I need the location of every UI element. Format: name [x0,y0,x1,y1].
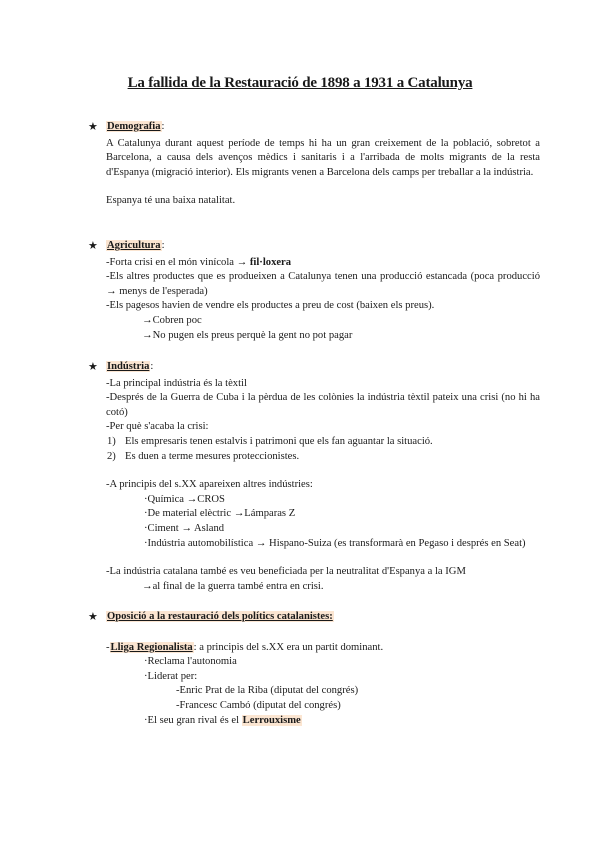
numbered-item: 1) Els empresaris tenen estalvis i patrimoni que els fan aguantar la situació. [107,435,433,447]
heading-industria: Indústria [107,361,150,372]
star-bullet-icon: ★ [88,361,98,373]
section-oposicio [88,610,540,728]
list-item: -Els altres productes que es produeixen a Catalunya tenen una producció estancada (poca producció → menys de l'esperada) [106,271,540,297]
section-industria [88,360,540,594]
list-item: -La principal indústria és la tèxtil [106,377,247,389]
heading-oposicio: Oposició a la restauració dels polítics catalanistes: [107,611,333,622]
list-item: -Els pagesos havien de vendre els productes a preu de cost (baixen els preus). [106,300,435,312]
list-item: -Després de la Guerra de Cuba i la pèrdua de les colònies la indústria tèxtil pateix una crisi (no hi ha cotó) [106,392,540,418]
list-item: ·Indústria automobilística → Hispano-Suiza (es transformarà en Pegaso i després en Seat) [144,537,526,549]
section-heading [88,610,540,625]
numbered-item: 2) Es duen a terme mesures proteccionistes. [107,450,300,462]
list-item: -Lliga Regionalista: a principis del s.XX era un partit dominant. [106,641,384,653]
list-item: -A principis del s.XX apareixen altres indústries: [106,479,313,491]
document-title: La fallida de la Restauració de 1898 a 1931 a Catalunya [127,75,473,91]
section-agricultura [88,239,540,343]
list-item: →al final de la guerra també entra en crisi. [142,580,324,592]
list-item: ·El seu gran rival és el Lerrouxisme [144,714,301,726]
list-item: ·De material elèctric →Lámparas Z [144,508,296,520]
section-heading: ★ Demografia: [88,121,165,133]
heading-demografia: Demografia [107,121,161,132]
list-item: →Cobren poc [142,314,202,326]
list-item: -Per què s'acaba la crisi: [106,421,209,433]
paragraph: Espanya té una baixa natalitat. [106,195,236,207]
list-item: ·Reclama l'autonomia [144,656,237,668]
star-bullet-icon: ★ [88,240,98,252]
list-item: -Francesc Cambó (diputat del congrés) [176,699,341,711]
list-item: -La indústria catalana també es veu beneficiada per la neutralitat d'Espanya a la IGM [106,566,466,578]
list-item: →No pugen els preus perquè la gent no pot pagar [142,329,353,341]
star-bullet-icon: ★ [88,611,98,623]
section-heading: ★ Agricultura: [88,240,165,252]
list-item: ·Química →CROS [144,493,225,505]
section-heading: ★ Indústria: [88,361,154,373]
section-demografia [88,120,540,209]
list-item: -Enric Prat de la Riba (diputat del congrés) [176,685,359,697]
star-bullet-icon: ★ [88,121,98,133]
list-item: ·Ciment → Asland [144,522,225,534]
paragraph: A Catalunya durant aquest període de temps hi ha un gran creixement de la població, sobretot a Barcelona, a causa dels avenços mèdics i sanitaris i a l'arribada de molts migrants de la resta d'Espanya (migració interior). Els migrants venen a Barcelona dels camps per treballar a la indústria. [106,137,540,178]
list-item: -Forta crisi en el món vinícola → fil·loxera [106,256,292,268]
list-item: ·Liderat per: [144,670,198,682]
heading-agricultura: Agricultura [107,240,161,251]
